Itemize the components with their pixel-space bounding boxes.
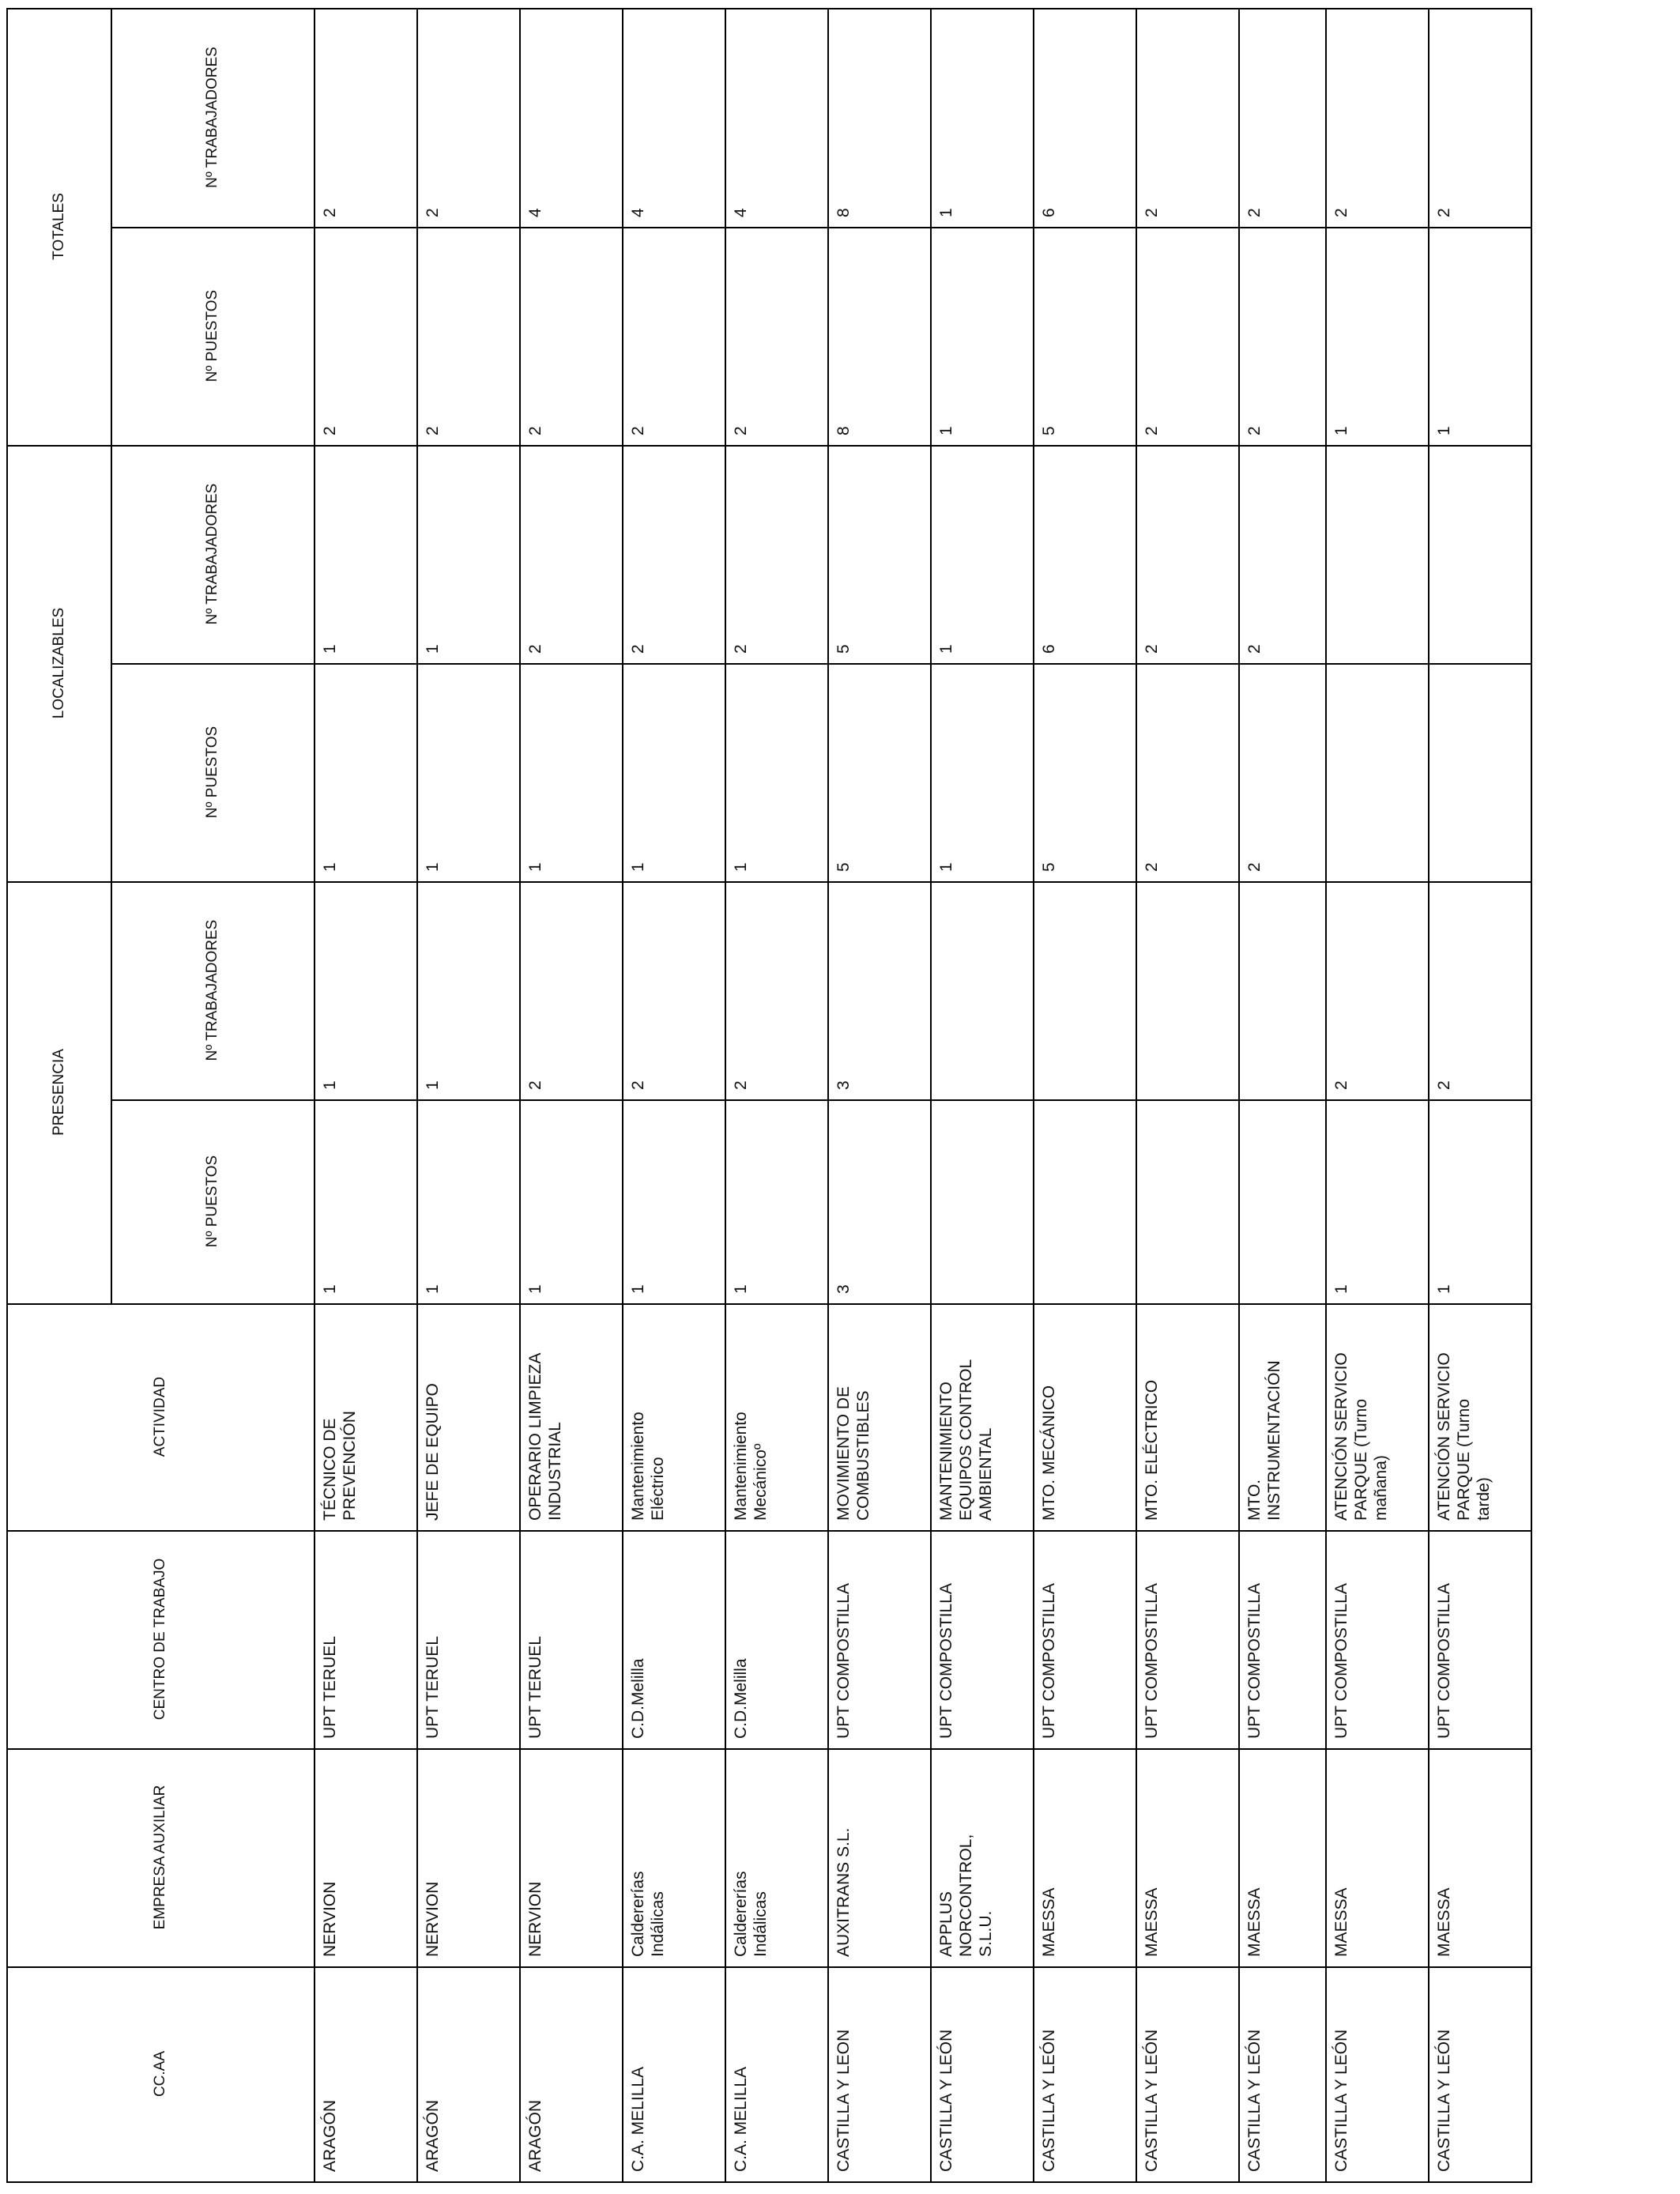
grid-line <box>111 227 1532 228</box>
cell-ccaa: CASTILLA Y LEÓN <box>1332 2029 1350 2172</box>
cell-empresa: APPLUS NORCONTROL, S.L.U. <box>937 1834 995 1957</box>
grid-line <box>111 663 1532 665</box>
column-header-pres_puestos: Nº PUESTOS <box>204 1155 220 1248</box>
cell-actividad: ATENCIÓN SERVICIO PARQUE (Turno tarde) <box>1435 1352 1493 1521</box>
group-header-presencia: PRESENCIA <box>50 1049 67 1136</box>
grid-line <box>6 1303 1532 1305</box>
cell-centro: UPT COMPOSTILLA <box>937 1583 955 1739</box>
cell-empresa: MAESSA <box>1143 1887 1161 1957</box>
cell-empresa: MAESSA <box>1332 1887 1350 1957</box>
cell-actividad: MOVIMIENTO DE COMBUSTIBLES <box>834 1386 872 1521</box>
cell-loc_puestos: 1 <box>937 862 955 872</box>
grid-line <box>6 1530 1532 1532</box>
grid-line <box>1428 8 1430 2183</box>
cell-empresa: Caldererías Indálicas <box>629 1871 667 1957</box>
cell-empresa: AUXITRANS S.L. <box>834 1827 853 1957</box>
cell-loc_trab: 6 <box>1040 644 1058 654</box>
cell-tot_trab: 4 <box>526 208 544 217</box>
cell-loc_puestos <box>1332 673 1425 872</box>
cell-actividad: Mantenimiento Mecánicoº <box>732 1412 770 1521</box>
cell-actividad: MTO. MECÁNICO <box>1040 1385 1058 1521</box>
cell-loc_puestos: 2 <box>1143 862 1161 872</box>
cell-pres_puestos: 1 <box>526 1284 544 1294</box>
grid-line <box>6 2181 1532 2183</box>
cell-centro: UPT COMPOSTILLA <box>1040 1583 1058 1739</box>
cell-tot_trab: 8 <box>834 208 853 217</box>
cell-tot_trab: 2 <box>424 208 442 217</box>
grid-line <box>1238 8 1240 2183</box>
cell-ccaa: CASTILLA Y LEON <box>834 2029 853 2172</box>
cell-pres_puestos: 1 <box>1435 1284 1453 1294</box>
cell-ccaa: ARAGÓN <box>321 2099 339 2172</box>
cell-pres_trab: 1 <box>321 1080 339 1090</box>
cell-tot_puestos: 1 <box>1435 426 1453 435</box>
cell-tot_trab: 6 <box>1040 208 1058 217</box>
cell-loc_trab: 2 <box>629 644 647 654</box>
cell-empresa: MAESSA <box>1040 1887 1058 1957</box>
column-header-empresa: EMPRESA AUXILIAR <box>152 1785 168 1930</box>
cell-tot_puestos: 8 <box>834 426 853 435</box>
cell-tot_puestos: 2 <box>526 426 544 435</box>
grid-line <box>725 8 726 2183</box>
cell-actividad: Mantenimiento Eléctrico <box>629 1412 667 1521</box>
cell-pres_trab <box>1142 891 1235 1090</box>
cell-tot_puestos: 2 <box>1143 426 1161 435</box>
column-header-loc_trab: Nº TRABAJADORES <box>204 483 220 625</box>
cell-loc_trab: 2 <box>1245 644 1264 654</box>
cell-centro: UPT COMPOSTILLA <box>834 1583 853 1739</box>
cell-centro: UPT COMPOSTILLA <box>1332 1583 1350 1739</box>
cell-actividad: MTO. ELÉCTRICO <box>1143 1379 1161 1521</box>
column-header-centro: CENTRO DE TRABAJO <box>152 1558 168 1721</box>
cell-actividad: ATENCIÓN SERVICIO PARQUE (Turno mañana) <box>1332 1352 1390 1521</box>
grid-line <box>519 8 521 2183</box>
cell-ccaa: CASTILLA Y LEÓN <box>937 2029 955 2172</box>
cell-actividad: MTO. INSTRUMENTACIÓN <box>1245 1360 1283 1521</box>
column-header-tot_trab: Nº TRABAJADORES <box>204 47 220 188</box>
cell-loc_trab: 2 <box>526 644 544 654</box>
cell-centro: C.D.Melilla <box>629 1658 647 1739</box>
cell-tot_trab: 2 <box>1435 208 1453 217</box>
cell-pres_trab: 3 <box>834 1080 853 1090</box>
cell-centro: UPT TERUEL <box>424 1636 442 1739</box>
cell-tot_puestos: 1 <box>937 426 955 435</box>
cell-loc_puestos: 1 <box>321 862 339 872</box>
cell-loc_trab: 2 <box>1143 644 1161 654</box>
cell-pres_puestos <box>1142 1109 1235 1294</box>
cell-tot_puestos: 2 <box>732 426 750 435</box>
cell-tot_puestos: 2 <box>1245 426 1264 435</box>
cell-loc_trab: 1 <box>321 644 339 654</box>
cell-empresa: NERVION <box>424 1881 442 1957</box>
grid-line <box>111 1099 1532 1101</box>
cell-pres_puestos: 1 <box>424 1284 442 1294</box>
column-header-ccaa: CC.AA <box>152 2050 168 2098</box>
cell-tot_puestos: 2 <box>629 426 647 435</box>
cell-tot_trab: 4 <box>629 208 647 217</box>
column-header-pres_trab: Nº TRABAJADORES <box>204 919 220 1061</box>
cell-pres_trab: 2 <box>1435 1080 1453 1090</box>
cell-loc_puestos: 1 <box>629 862 647 872</box>
cell-pres_trab: 2 <box>526 1080 544 1090</box>
cell-centro: UPT TERUEL <box>321 1636 339 1739</box>
cell-tot_puestos: 2 <box>321 426 339 435</box>
cell-centro: UPT COMPOSTILLA <box>1143 1583 1161 1739</box>
cell-ccaa: ARAGÓN <box>424 2099 442 2172</box>
cell-loc_puestos: 5 <box>834 862 853 872</box>
cell-ccaa: ARAGÓN <box>526 2099 544 2172</box>
cell-pres_puestos: 1 <box>1332 1284 1350 1294</box>
cell-pres_puestos: 3 <box>834 1284 853 1294</box>
cell-pres_puestos <box>936 1109 1030 1294</box>
cell-ccaa: CASTILLA Y LEÓN <box>1435 2029 1453 2172</box>
cell-actividad: TÉCNICO DE PREVENCIÓN <box>321 1411 359 1521</box>
cell-loc_puestos <box>1434 673 1527 872</box>
cell-empresa: Caldererías Indálicas <box>732 1871 770 1957</box>
cell-tot_puestos: 1 <box>1332 426 1350 435</box>
cell-tot_trab: 4 <box>732 208 750 217</box>
cell-pres_puestos <box>1039 1109 1132 1294</box>
grid-line <box>930 8 932 2183</box>
cell-ccaa: CASTILLA Y LEÓN <box>1143 2029 1161 2172</box>
grid-line <box>1325 8 1327 2183</box>
group-header-totales: TOTALES <box>50 193 67 260</box>
cell-ccaa: CASTILLA Y LEÓN <box>1040 2029 1058 2172</box>
cell-centro: C.D.Melilla <box>732 1658 750 1739</box>
grid-line <box>6 881 1532 883</box>
cell-actividad: MANTENIMIENTO EQUIPOS CONTROL AMBIENTAL <box>937 1359 995 1521</box>
grid-line <box>6 8 1532 9</box>
cell-loc_puestos: 1 <box>526 862 544 872</box>
cell-actividad: JEFE DE EQUIPO <box>424 1383 442 1521</box>
cell-empresa: MAESSA <box>1435 1887 1453 1957</box>
staffing-table <box>6 8 1516 2181</box>
cell-centro: UPT COMPOSTILLA <box>1245 1583 1264 1739</box>
column-header-loc_puestos: Nº PUESTOS <box>204 726 220 819</box>
cell-loc_trab <box>1434 454 1527 654</box>
grid-line <box>6 445 1532 447</box>
cell-ccaa: C.A. MELILLA <box>629 2066 647 2172</box>
cell-pres_trab <box>1039 891 1132 1090</box>
cell-pres_trab <box>936 891 1030 1090</box>
cell-pres_puestos: 1 <box>732 1284 750 1294</box>
grid-line <box>1136 8 1137 2183</box>
cell-loc_trab: 2 <box>732 644 750 654</box>
grid-line <box>6 1748 1532 1750</box>
grid-line <box>6 1966 1532 1968</box>
cell-pres_puestos: 1 <box>321 1284 339 1294</box>
grid-line <box>827 8 829 2183</box>
grid-line <box>111 8 112 1303</box>
column-header-tot_puestos: Nº PUESTOS <box>204 289 220 383</box>
cell-loc_trab: 5 <box>834 644 853 654</box>
cell-empresa: NERVION <box>526 1881 544 1957</box>
grid-line <box>622 8 623 2183</box>
cell-pres_puestos <box>1245 1109 1322 1294</box>
cell-ccaa: C.A. MELILLA <box>732 2066 750 2172</box>
cell-loc_trab: 1 <box>424 644 442 654</box>
cell-tot_trab: 2 <box>1332 208 1350 217</box>
cell-tot_trab: 2 <box>1245 208 1264 217</box>
grid-line <box>1531 8 1532 2183</box>
cell-empresa: MAESSA <box>1245 1887 1264 1957</box>
cell-tot_puestos: 5 <box>1040 426 1058 435</box>
cell-pres_trab: 2 <box>732 1080 750 1090</box>
cell-loc_puestos: 5 <box>1040 862 1058 872</box>
cell-centro: UPT TERUEL <box>526 1636 544 1739</box>
cell-loc_puestos: 1 <box>424 862 442 872</box>
grid-line <box>1033 8 1034 2183</box>
cell-loc_trab <box>1332 454 1425 654</box>
cell-loc_puestos: 2 <box>1245 862 1264 872</box>
cell-loc_puestos: 1 <box>732 862 750 872</box>
grid-line <box>314 8 315 2183</box>
cell-pres_puestos: 1 <box>629 1284 647 1294</box>
cell-pres_trab: 1 <box>424 1080 442 1090</box>
cell-pres_trab <box>1245 891 1322 1090</box>
cell-tot_trab: 2 <box>321 208 339 217</box>
grid-line <box>416 8 418 2183</box>
cell-loc_trab: 1 <box>937 644 955 654</box>
cell-tot_trab: 1 <box>937 208 955 217</box>
cell-tot_trab: 2 <box>1143 208 1161 217</box>
cell-pres_trab: 2 <box>1332 1080 1350 1090</box>
cell-centro: UPT COMPOSTILLA <box>1435 1583 1453 1739</box>
cell-actividad: OPERARIO LIMPIEZA INDUSTRIAL <box>526 1352 564 1521</box>
column-header-actividad: ACTIVIDAD <box>152 1376 168 1457</box>
cell-tot_puestos: 2 <box>424 426 442 435</box>
cell-empresa: NERVION <box>321 1881 339 1957</box>
grid-line <box>6 8 8 2183</box>
cell-ccaa: CASTILLA Y LEÓN <box>1245 2029 1264 2172</box>
cell-pres_trab: 2 <box>629 1080 647 1090</box>
group-header-localizables: LOCALIZABLES <box>50 607 67 719</box>
